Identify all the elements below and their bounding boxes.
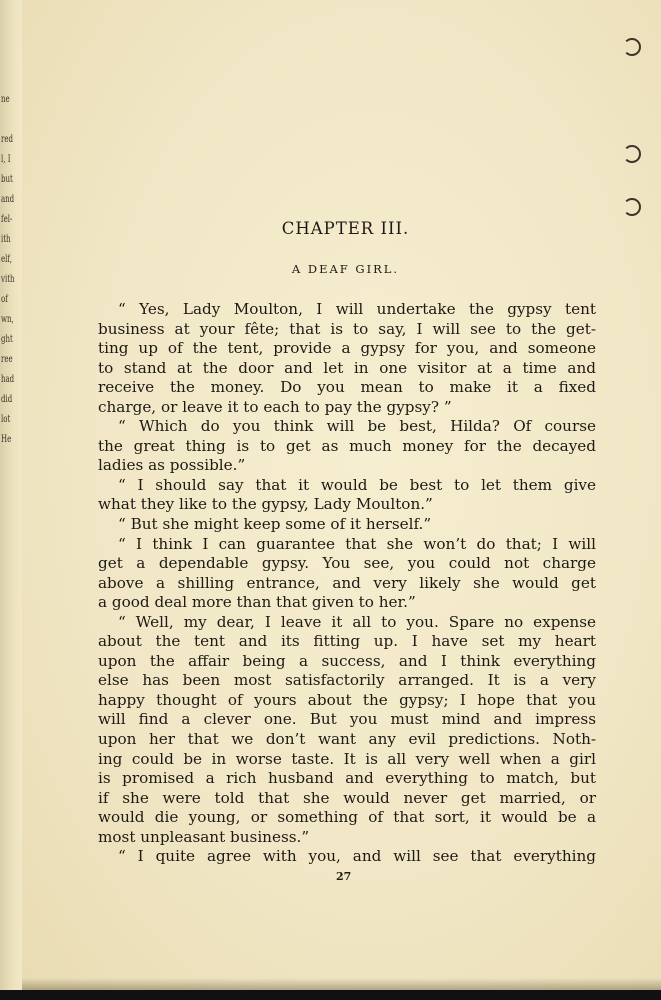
margin-fragment: fel- <box>1 214 13 225</box>
margin-fragment: and <box>1 194 15 205</box>
text-line: receive the money. Do you mean to make it a fixed <box>98 378 596 397</box>
text-line: “ I think I can guarantee that she won’t do that; I will <box>118 534 596 553</box>
margin-fragment: ree <box>1 354 13 365</box>
margin-fragment: ith <box>1 234 11 245</box>
text-line: “ I quite agree with you, and will see that everything <box>118 847 596 866</box>
text-line: “ But she might keep some of it herself.” <box>118 515 432 534</box>
text-line: else has been most satisfactorily arranged. It is a very <box>98 671 596 690</box>
chapter-subtitle: A DEAF GIRL. <box>291 262 400 276</box>
text-line: above a shilling entrance, and very likely she would get <box>98 573 596 592</box>
margin-fragment: had <box>1 374 15 385</box>
margin-fragment: l, I <box>1 154 11 165</box>
text-line: the great thing is to get as much money for the decayed <box>98 436 596 455</box>
text-line: what they like to the gypsy, Lady Moulton.” <box>98 495 433 514</box>
margin-fragment: red <box>1 134 13 145</box>
margin-fragment: vith <box>1 274 15 285</box>
margin-fragment: lot <box>1 414 11 425</box>
body-text <box>98 300 596 867</box>
text-line: “ Well, my dear, I leave it all to you. Spare no expense <box>118 612 596 631</box>
margin-fragment: elf, <box>1 254 12 265</box>
text-line: “ Which do you think will be best, Hilda? Of course <box>118 417 596 436</box>
text-line: ting up of the tent, provide a gypsy for you, and someone <box>98 339 596 358</box>
text-line: if she were told that she would never get married, or <box>98 788 596 807</box>
gutter <box>0 0 22 990</box>
chapter-heading: CHAPTER III. <box>281 219 410 238</box>
text-line: about the tent and its fitting up. I have set my heart <box>98 632 596 651</box>
text-line: charge, or leave it to each to pay the gypsy? ” <box>98 397 452 416</box>
page-number: 27 <box>336 870 352 883</box>
text-line: ladies as possible.” <box>98 456 246 475</box>
text-line: “ I should say that it would be best to let them give <box>118 475 596 494</box>
text-line: “ Yes, Lady Moulton, I will undertake the gypsy tent <box>118 300 596 318</box>
margin-fragment: of <box>1 294 8 305</box>
text-line: to stand at the door and let in one visitor at a time and <box>98 358 596 377</box>
margin-fragment: ght <box>1 334 13 345</box>
text-line: a good deal more than that given to her.” <box>98 593 416 612</box>
binding-hole-icon <box>623 145 641 163</box>
binding-hole-icon <box>623 38 641 56</box>
margin-fragment: He <box>1 434 12 445</box>
text-line: upon the affair being a success, and I think everything <box>98 651 596 670</box>
text-line: get a dependable gypsy. You see, you could not charge <box>98 554 596 573</box>
text-line: business at your fête; that is to say, I will see to the get- <box>98 319 596 338</box>
margin-fragment: wn, <box>1 314 14 325</box>
text-line: would die young, or something of that sort, it would be a <box>98 808 596 827</box>
text-line: upon her that we don’t want any evil predictions. Noth- <box>98 730 596 749</box>
page-shadow <box>22 978 661 990</box>
margin-fragment: but <box>1 174 13 185</box>
binding-hole-icon <box>623 198 641 216</box>
text-line: will find a clever one. But you must mind and impress <box>98 710 596 729</box>
text-line: ing could be in worse taste. It is all very well when a girl <box>98 749 596 768</box>
margin-fragment: ne <box>1 94 10 105</box>
text-line: most unpleasant business.” <box>98 827 310 846</box>
margin-fragment: did <box>1 394 13 405</box>
bottom-edge <box>0 990 661 1000</box>
text-line: happy thought of yours about the gypsy; I hope that you <box>98 690 596 709</box>
text-line: is promised a rich husband and everything to match, but <box>98 769 596 788</box>
